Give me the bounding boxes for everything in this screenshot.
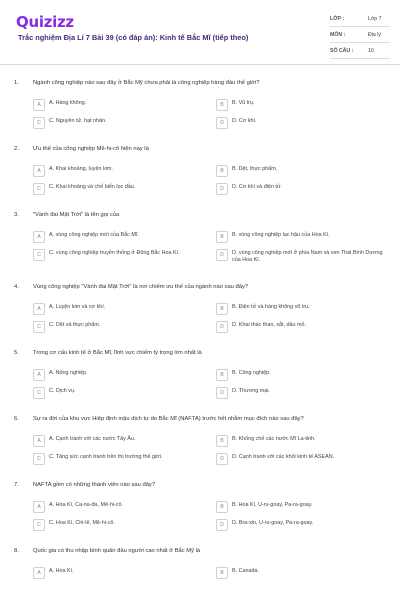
answer-option[interactable] <box>216 500 391 516</box>
option-letter-box: A <box>33 435 45 447</box>
option-text: C. Dệt và thực phẩm. <box>49 322 101 328</box>
option-letter-box: B <box>216 303 228 315</box>
option-letter-box: B <box>216 501 228 513</box>
option-letter-box: C <box>33 249 45 261</box>
option-text: A. vùng công nghiệp mới của Bắc Mĩ. <box>49 232 139 238</box>
question-header <box>0 474 400 498</box>
option-text: B. Hoa Kì, U-ru-goay, Pa-ra-goay. <box>232 502 313 508</box>
question-number: 3. <box>14 212 19 218</box>
question-number: 4. <box>14 284 19 290</box>
answer-options <box>0 498 400 534</box>
option-text: D. Cơ khí và điện tử. <box>232 184 282 190</box>
option-letter-box: B <box>216 165 228 177</box>
question-list <box>0 72 400 588</box>
option-letter-box: C <box>33 321 45 333</box>
answer-option[interactable] <box>33 116 208 132</box>
option-letter-box: B <box>216 369 228 381</box>
answer-option[interactable] <box>216 230 391 246</box>
option-text: A. Hoa Kì, Ca-na-đa, Mê-hi-cô. <box>49 502 124 508</box>
question-item <box>0 204 400 270</box>
answer-options <box>0 432 400 468</box>
header-divider <box>0 64 400 65</box>
option-text: B. Khống chế các nước Mĩ La-tinh. <box>232 436 316 442</box>
option-text: D. Cơ khí. <box>232 118 257 124</box>
meta-row-question-count <box>330 44 390 59</box>
answer-option[interactable] <box>33 164 208 180</box>
question-item <box>0 276 400 336</box>
meta-row-grade <box>330 12 390 27</box>
question-item <box>0 408 400 468</box>
option-letter-box: D <box>216 321 228 333</box>
option-text: A. Hoa Kì. <box>49 568 74 574</box>
option-letter-box: C <box>33 519 45 531</box>
answer-option[interactable] <box>33 98 208 114</box>
meta-label: SỐ CÂU : <box>330 48 354 54</box>
option-text: C. Khai khoáng và chế biến lọc dầu. <box>49 184 136 190</box>
option-letter-box: A <box>33 501 45 513</box>
question-item <box>0 138 400 198</box>
answer-option[interactable] <box>216 368 391 384</box>
option-text: C. Tăng sức cạnh tranh trên thị trường thế giới. <box>49 454 163 460</box>
option-letter-box: A <box>33 567 45 579</box>
answer-option[interactable] <box>216 386 391 402</box>
answer-option[interactable] <box>33 368 208 384</box>
option-letter-box: B <box>216 231 228 243</box>
answer-option[interactable] <box>33 230 208 246</box>
meta-row-subject <box>330 28 390 43</box>
meta-label: MÔN : <box>330 32 346 38</box>
answer-option[interactable] <box>216 116 391 132</box>
option-text: D. Cạnh tranh với các khối kinh tế ASEAN. <box>232 454 335 460</box>
question-number: 6. <box>14 416 19 422</box>
question-number: 7. <box>14 482 19 488</box>
answer-options <box>0 228 400 270</box>
answer-option[interactable] <box>216 248 391 270</box>
option-text: D. Thương mại. <box>232 388 270 394</box>
question-text: Quốc gia có thu nhập bình quân đầu người cao nhất ở Bắc Mỹ là <box>33 548 201 554</box>
question-text: Vùng công nghiệp "Vành đai Mặt Trời" là nơi chiếm ưu thế của ngành nào sau đây? <box>33 284 249 290</box>
answer-option[interactable] <box>33 320 208 336</box>
answer-option[interactable] <box>33 566 208 582</box>
meta-value: Lớp 7 <box>368 16 382 22</box>
answer-option[interactable] <box>33 518 208 534</box>
answer-option[interactable] <box>216 164 391 180</box>
answer-option[interactable] <box>216 320 391 336</box>
question-item <box>0 72 400 132</box>
answer-options <box>0 564 400 582</box>
option-letter-box: D <box>216 387 228 399</box>
question-number: 5. <box>14 350 19 356</box>
meta-value: 10 <box>368 48 374 54</box>
question-header <box>0 72 400 96</box>
option-letter-box: C <box>33 387 45 399</box>
question-text: Trong cơ cấu kinh tế ở Bắc Mĩ, lĩnh vực chiếm tỷ trọng lớn nhất là <box>33 350 202 356</box>
answer-option[interactable] <box>33 500 208 516</box>
answer-option[interactable] <box>33 182 208 198</box>
answer-option[interactable] <box>216 182 391 198</box>
option-letter-box: A <box>33 231 45 243</box>
option-text: C. Nguyên tử, hạt nhân. <box>49 118 107 124</box>
question-header <box>0 276 400 300</box>
option-text: D. vùng công nghiệp mới ở phía Nam và ven Thái Bình Dương của Hoa Kì. <box>232 250 383 263</box>
option-letter-box: B <box>216 99 228 111</box>
option-text: C. vùng công nghiệp truyền thống ở Đông Bắc Hoa Kì. <box>49 250 180 256</box>
option-letter-box: D <box>216 249 228 261</box>
option-letter-box: D <box>216 117 228 129</box>
question-text: Ưu thế của công nghiệp Mê-hi-cô hiện nay là <box>33 146 149 152</box>
question-text: NAFTA gồm có những thành viên nào sau đây? <box>33 482 156 488</box>
question-text: "Vành đai Mặt Trời" là tên gọi của <box>33 212 120 218</box>
question-number: 2. <box>14 146 19 152</box>
option-text: B. vùng công nghiệp lạc hậu của Hoa Kì. <box>232 232 330 238</box>
option-text: A. Khai khoáng, luyện kim. <box>49 166 113 172</box>
answer-option[interactable] <box>216 434 391 450</box>
option-letter-box: A <box>33 165 45 177</box>
answer-options <box>0 300 400 336</box>
answer-option[interactable] <box>33 452 208 468</box>
option-text: B. Điện tử và hàng không vũ trụ. <box>232 304 310 310</box>
option-text: A. Nông nghiệp. <box>49 370 88 376</box>
option-letter-box: D <box>216 453 228 465</box>
option-letter-box: C <box>33 453 45 465</box>
meta-value: Địa lý <box>368 32 381 38</box>
worksheet-title: Trắc nghiệm Địa Lí 7 Bài 39 (có đáp án): Kinh tế Bắc Mĩ (tiếp theo) <box>18 33 249 42</box>
question-item <box>0 540 400 582</box>
answer-option[interactable] <box>33 302 208 318</box>
option-text: D. Khai thác than, sắt, dầu mỏ. <box>232 322 307 328</box>
question-header <box>0 342 400 366</box>
answer-option[interactable] <box>216 566 391 582</box>
answer-option[interactable] <box>33 434 208 450</box>
option-text: A. Cạnh tranh với các nước Tây Âu. <box>49 436 136 442</box>
question-header <box>0 408 400 432</box>
option-text: B. Vũ trụ. <box>232 100 255 106</box>
option-letter-box: C <box>33 183 45 195</box>
quizizz-logo: Quizizz <box>16 13 74 31</box>
option-text: A. Hàng không. <box>49 100 87 106</box>
option-letter-box: A <box>33 99 45 111</box>
answer-option[interactable] <box>216 452 391 468</box>
option-text: A. Luyện kim và cơ khí. <box>49 304 106 310</box>
option-letter-box: B <box>216 435 228 447</box>
option-letter-box: B <box>216 567 228 579</box>
option-letter-box: A <box>33 303 45 315</box>
meta-label: LỚP : <box>330 16 345 22</box>
option-text: B. Công nghiệp. <box>232 370 271 376</box>
answer-option[interactable] <box>216 518 391 534</box>
worksheet-meta <box>330 12 390 60</box>
option-letter-box: A <box>33 369 45 381</box>
question-text: Sự ra đời của khu vực Hiệp định mậu dịch tự do Bắc Mĩ (NAFTA) trước hết nhằm mục đích nào sau đây? <box>33 416 304 422</box>
option-letter-box: D <box>216 183 228 195</box>
question-number: 1. <box>14 80 19 86</box>
answer-option[interactable] <box>33 386 208 402</box>
answer-options <box>0 366 400 402</box>
question-header <box>0 138 400 162</box>
option-text: B. Canada. <box>232 568 259 574</box>
question-item <box>0 342 400 402</box>
option-text: D. Bra-xin, U-ru-goay, Pa-ra-goay. <box>232 520 314 526</box>
option-text: C. Hoa Kì, Chi-lê, Mê-hi-cô. <box>49 520 115 526</box>
question-item <box>0 474 400 534</box>
question-header <box>0 540 400 564</box>
answer-options <box>0 162 400 198</box>
answer-options <box>0 96 400 132</box>
option-text: C. Dịch vụ. <box>49 388 76 394</box>
option-letter-box: D <box>216 519 228 531</box>
question-number: 8. <box>14 548 19 554</box>
answer-option[interactable] <box>33 248 208 270</box>
option-letter-box: C <box>33 117 45 129</box>
answer-option[interactable] <box>216 98 391 114</box>
worksheet-header <box>0 0 400 64</box>
question-header <box>0 204 400 228</box>
question-text: Ngành công nghiệp nào sau đây ở Bắc Mỹ chưa phải là công nghiệp hàng đầu thế giới? <box>33 80 260 86</box>
answer-option[interactable] <box>216 302 391 318</box>
option-text: B. Dệt, thực phẩm, <box>232 166 278 172</box>
